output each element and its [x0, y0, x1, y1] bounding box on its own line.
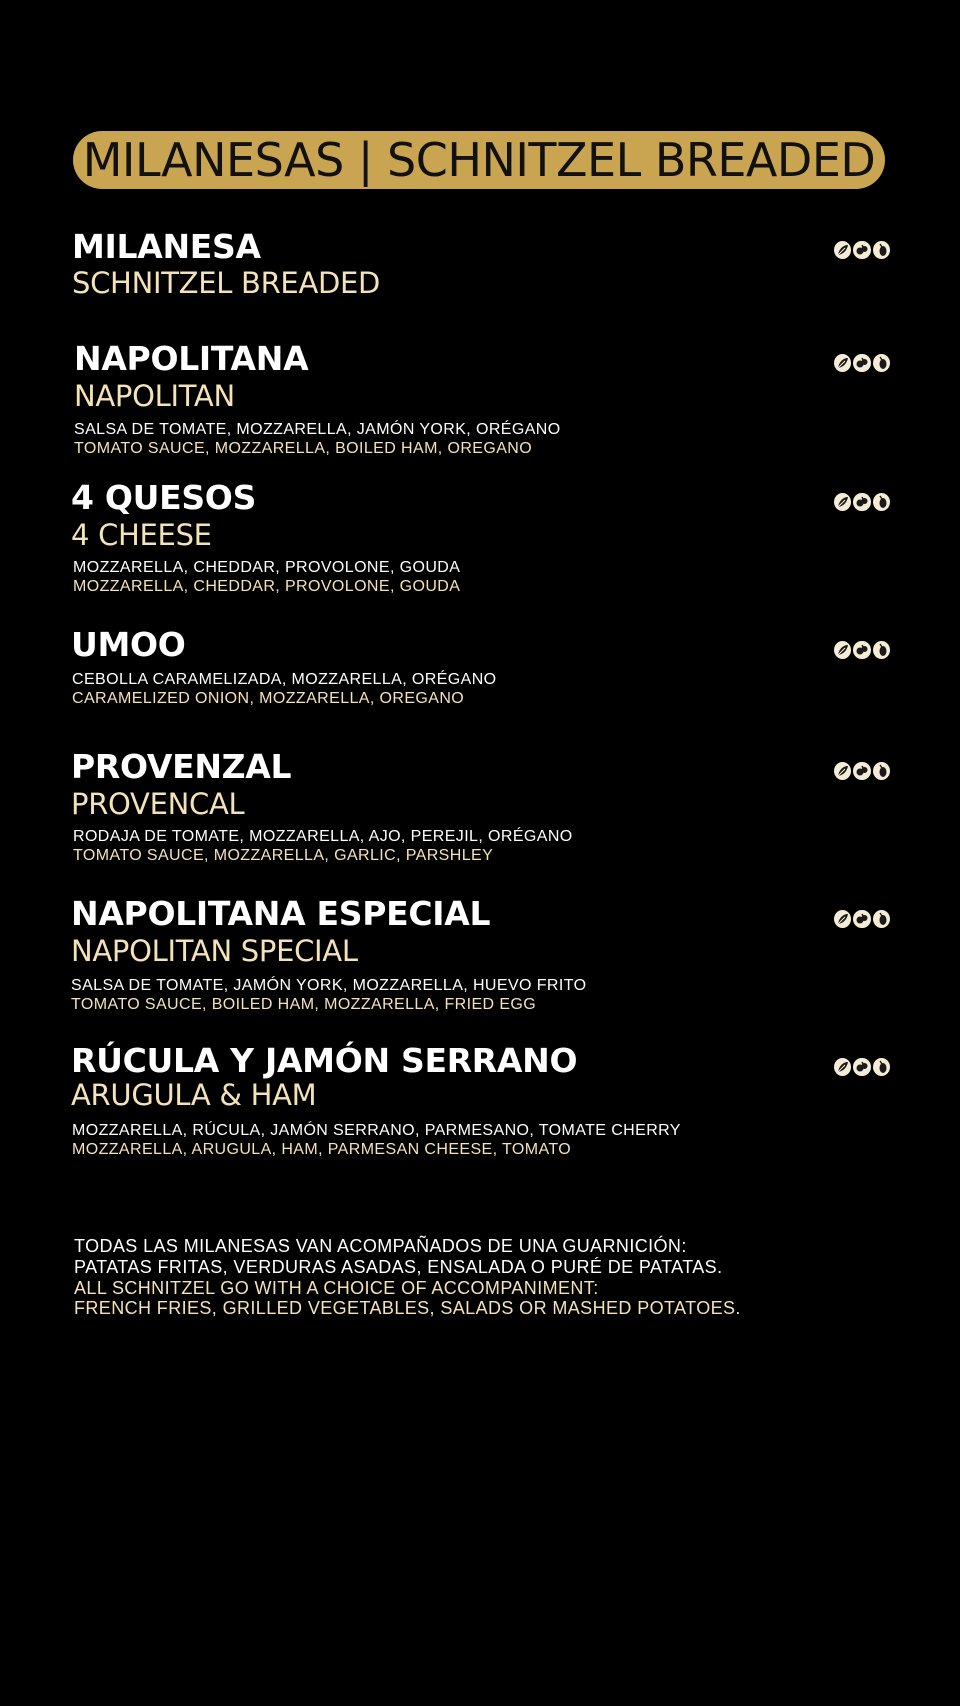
item-description-en: MOZZARELLA, CHEDDAR, PROVOLONE, GOUDA — [73, 578, 461, 595]
section-title-banner — [73, 131, 885, 189]
grain-icon — [873, 641, 890, 659]
leaf-icon — [834, 910, 851, 928]
item-name: NAPOLITANA ESPECIAL — [71, 894, 491, 933]
leaf-icon — [834, 493, 851, 511]
vegetable-icon — [853, 493, 870, 511]
dietary-icons — [834, 641, 890, 661]
leaf-icon — [834, 241, 851, 259]
leaf-icon — [834, 641, 851, 659]
item-description-en: TOMATO SAUCE, BOILED HAM, MOZZARELLA, FRIED EGG — [71, 996, 537, 1013]
item-name: 4 QUESOS — [71, 478, 257, 517]
item-description-es: MOZZARELLA, CHEDDAR, PROVOLONE, GOUDA — [73, 559, 461, 576]
item-name: UMOO — [71, 625, 186, 664]
footer-es-line-1: TODAS LAS MILANESAS VAN ACOMPAÑADOS DE UNA GUARNICIÓN: — [74, 1236, 687, 1256]
dietary-icons — [834, 354, 890, 374]
vegetable-icon — [853, 762, 870, 780]
item-subtitle: ARUGULA & HAM — [71, 1078, 317, 1112]
item-name: NAPOLITANA — [74, 339, 309, 378]
dietary-icons — [834, 493, 890, 513]
item-name: PROVENZAL — [71, 747, 292, 786]
vegetable-icon — [853, 641, 870, 659]
item-description-en: TOMATO SAUCE, MOZZARELLA, BOILED HAM, OREGANO — [74, 440, 533, 457]
item-subtitle: NAPOLITAN SPECIAL — [71, 934, 358, 968]
grain-icon — [873, 241, 890, 259]
grain-icon — [873, 354, 890, 372]
dietary-icons — [834, 1058, 890, 1078]
grain-icon — [873, 1058, 890, 1076]
leaf-icon — [834, 354, 851, 372]
section-title: MILANESAS | SCHNITZEL BREADED — [82, 133, 876, 187]
footer-en-line-2: FRENCH FRIES, GRILLED VEGETABLES, SALADS OR MASHED POTATOES. — [74, 1298, 741, 1318]
footer-en-line-1: ALL SCHNITZEL GO WITH A CHOICE OF ACCOMPANIMENT: — [74, 1278, 599, 1298]
item-description-es: SALSA DE TOMATE, JAMÓN YORK, MOZZARELLA, HUEVO FRITO — [71, 977, 587, 994]
dietary-icons — [834, 762, 890, 782]
vegetable-icon — [853, 1058, 870, 1076]
item-description-es: CEBOLLA CARAMELIZADA, MOZZARELLA, ORÉGANO — [72, 671, 497, 688]
item-description-en: CARAMELIZED ONION, MOZZARELLA, OREGANO — [72, 690, 465, 707]
item-name: MILANESA — [72, 227, 261, 266]
dietary-icons — [834, 241, 890, 261]
vegetable-icon — [853, 910, 870, 928]
grain-icon — [873, 762, 890, 780]
item-description-es: SALSA DE TOMATE, MOZZARELLA, JAMÓN YORK, ORÉGANO — [74, 421, 561, 438]
item-description-es: MOZZARELLA, RÚCULA, JAMÓN SERRANO, PARMESANO, TOMATE CHERRY — [72, 1122, 681, 1139]
leaf-icon — [834, 762, 851, 780]
grain-icon — [873, 910, 890, 928]
item-subtitle: PROVENCAL — [71, 787, 245, 821]
footer-es-line-2: PATATAS FRITAS, VERDURAS ASADAS, ENSALADA O PURÉ DE PATATAS. — [74, 1257, 723, 1277]
grain-icon — [873, 493, 890, 511]
item-subtitle: SCHNITZEL BREADED — [72, 266, 381, 300]
leaf-icon — [834, 1058, 851, 1076]
item-description-es: RODAJA DE TOMATE, MOZZARELLA, AJO, PEREJIL, ORÉGANO — [73, 828, 573, 845]
item-name: RÚCULA Y JAMÓN SERRANO — [71, 1041, 578, 1080]
item-description-en: TOMATO SAUCE, MOZZARELLA, GARLIC, PARSHLEY — [73, 847, 494, 864]
item-description-en: MOZZARELLA, ARUGULA, HAM, PARMESAN CHEESE, TOMATO — [72, 1141, 572, 1158]
item-subtitle: NAPOLITAN — [74, 379, 235, 413]
dietary-icons — [834, 910, 890, 930]
vegetable-icon — [853, 354, 870, 372]
vegetable-icon — [853, 241, 870, 259]
item-subtitle: 4 CHEESE — [71, 518, 212, 552]
